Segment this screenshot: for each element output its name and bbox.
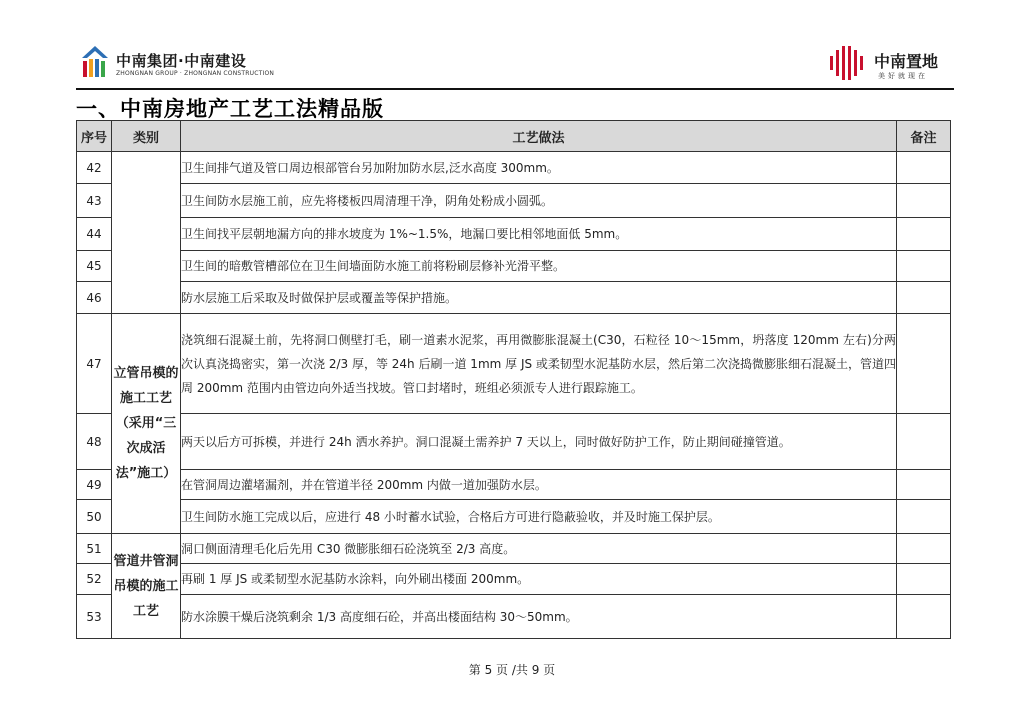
header-note: 备注: [897, 121, 951, 152]
row-number: 48: [77, 414, 112, 470]
header-method: 工艺做法: [181, 121, 897, 152]
note-cell: [897, 470, 951, 500]
table-row: [77, 314, 951, 414]
note-cell: [897, 534, 951, 564]
table-row: [77, 218, 951, 251]
method-cell: 防水层施工后采取及时做保护层或覆盖等保护措施。: [181, 282, 897, 314]
method-cell: 卫生间防水层施工前，应先将楼板四周清理干净，阴角处粉成小圆弧。: [181, 184, 897, 218]
group-name: 中南集团·中南建设: [116, 52, 247, 70]
method-cell: 两天以后方可拆模，并进行 24h 洒水养护。洞口混凝土需养护 7 天以上，同时做好防护工作，防止期间碰撞管道。: [181, 414, 897, 470]
note-cell: [897, 184, 951, 218]
row-number: 45: [77, 251, 112, 282]
table-row: [77, 184, 951, 218]
table-row: [77, 414, 951, 470]
method-cell: 浇筑细石混凝土前，先将洞口侧壁打毛，刷一道素水泥浆，再用微膨胀混凝土(C30，石粒径 10～15mm，坍落度 120mm 左右)分两次认真浇捣密实，第一次浇 2/3 厚，等 24h 后刷一道 1mm 厚 JS 或柔韧型水泥基防水层，然后第二次浇捣微膨胀细石混凝土，管道四周 200mm 范围内由管边向外适当找坡。管口封堵时，班组必须派专人进行跟踪施工。: [181, 314, 897, 414]
header-category: 类别: [112, 121, 181, 152]
note-cell: [897, 500, 951, 534]
table-row: [77, 152, 951, 184]
method-cell: 防水涂膜干燥后浇筑剩余 1/3 高度细石砼，并高出楼面结构 30～50mm。: [181, 595, 897, 639]
note-cell: [897, 152, 951, 184]
table-row: [77, 595, 951, 639]
method-cell: 洞口侧面清理毛化后先用 C30 微膨胀细石砼浇筑至 2/3 高度。: [181, 534, 897, 564]
table-row: [77, 282, 951, 314]
note-cell: [897, 251, 951, 282]
header-divider: [76, 88, 954, 90]
table-row: [77, 564, 951, 595]
note-cell: [897, 314, 951, 414]
process-table: [76, 120, 951, 639]
zhongnan-land-emblem-icon: [828, 44, 866, 80]
category-cell: 立管吊模的施工工艺（采用“三次成活法”施工）: [112, 314, 181, 534]
page-footer: 第 5 页 /共 9 页: [468, 663, 556, 677]
row-number: 53: [77, 595, 112, 639]
note-cell: [897, 414, 951, 470]
method-cell: 卫生间找平层朝地漏方向的排水坡度为 1%~1.5%，地漏口要比相邻地面低 5mm。: [181, 218, 897, 251]
table-row: [77, 534, 951, 564]
method-cell: 再刷 1 厚 JS 或柔韧型水泥基防水涂料，向外刷出楼面 200mm。: [181, 564, 897, 595]
method-cell: 卫生间的暗敷管槽部位在卫生间墙面防水施工前将粉刷层修补光滑平整。: [181, 251, 897, 282]
row-number: 52: [77, 564, 112, 595]
method-cell: 卫生间排气道及管口周边根部管台另加附加防水层,泛水高度 300mm。: [181, 152, 897, 184]
category-cell: [112, 152, 181, 314]
note-cell: [897, 564, 951, 595]
note-cell: [897, 218, 951, 251]
row-number: 42: [77, 152, 112, 184]
row-number: 50: [77, 500, 112, 534]
header-serial: 序号: [77, 121, 112, 152]
group-subtitle: ZHONGNAN GROUP · ZHONGNAN CONSTRUCTION: [116, 70, 275, 77]
row-number: 51: [77, 534, 112, 564]
method-cell: 在管洞周边灌堵漏剂，并在管道半径 200mm 内做一道加强防水层。: [181, 470, 897, 500]
zhongnan-group-logo: [78, 44, 278, 84]
note-cell: [897, 595, 951, 639]
brand-name: 中南置地: [874, 52, 939, 71]
zhongnan-land-logo: [828, 44, 958, 84]
note-cell: [897, 282, 951, 314]
row-number: 44: [77, 218, 112, 251]
brand-slogan: 美好就现在: [878, 72, 928, 80]
table-row: [77, 470, 951, 500]
row-number: 47: [77, 314, 112, 414]
category-cell: 管道井管洞吊模的施工工艺: [112, 534, 181, 639]
table-header-row: [77, 121, 951, 152]
table-row: [77, 500, 951, 534]
table-row: [77, 251, 951, 282]
method-cell: 卫生间防水施工完成以后，应进行 48 小时蓄水试验，合格后方可进行隐蔽验收，并及时施工保护层。: [181, 500, 897, 534]
row-number: 46: [77, 282, 112, 314]
zhongnan-group-emblem-icon: [78, 44, 112, 80]
row-number: 43: [77, 184, 112, 218]
row-number: 49: [77, 470, 112, 500]
page-title: 一、中南房地产工艺工法精品版: [76, 97, 384, 121]
